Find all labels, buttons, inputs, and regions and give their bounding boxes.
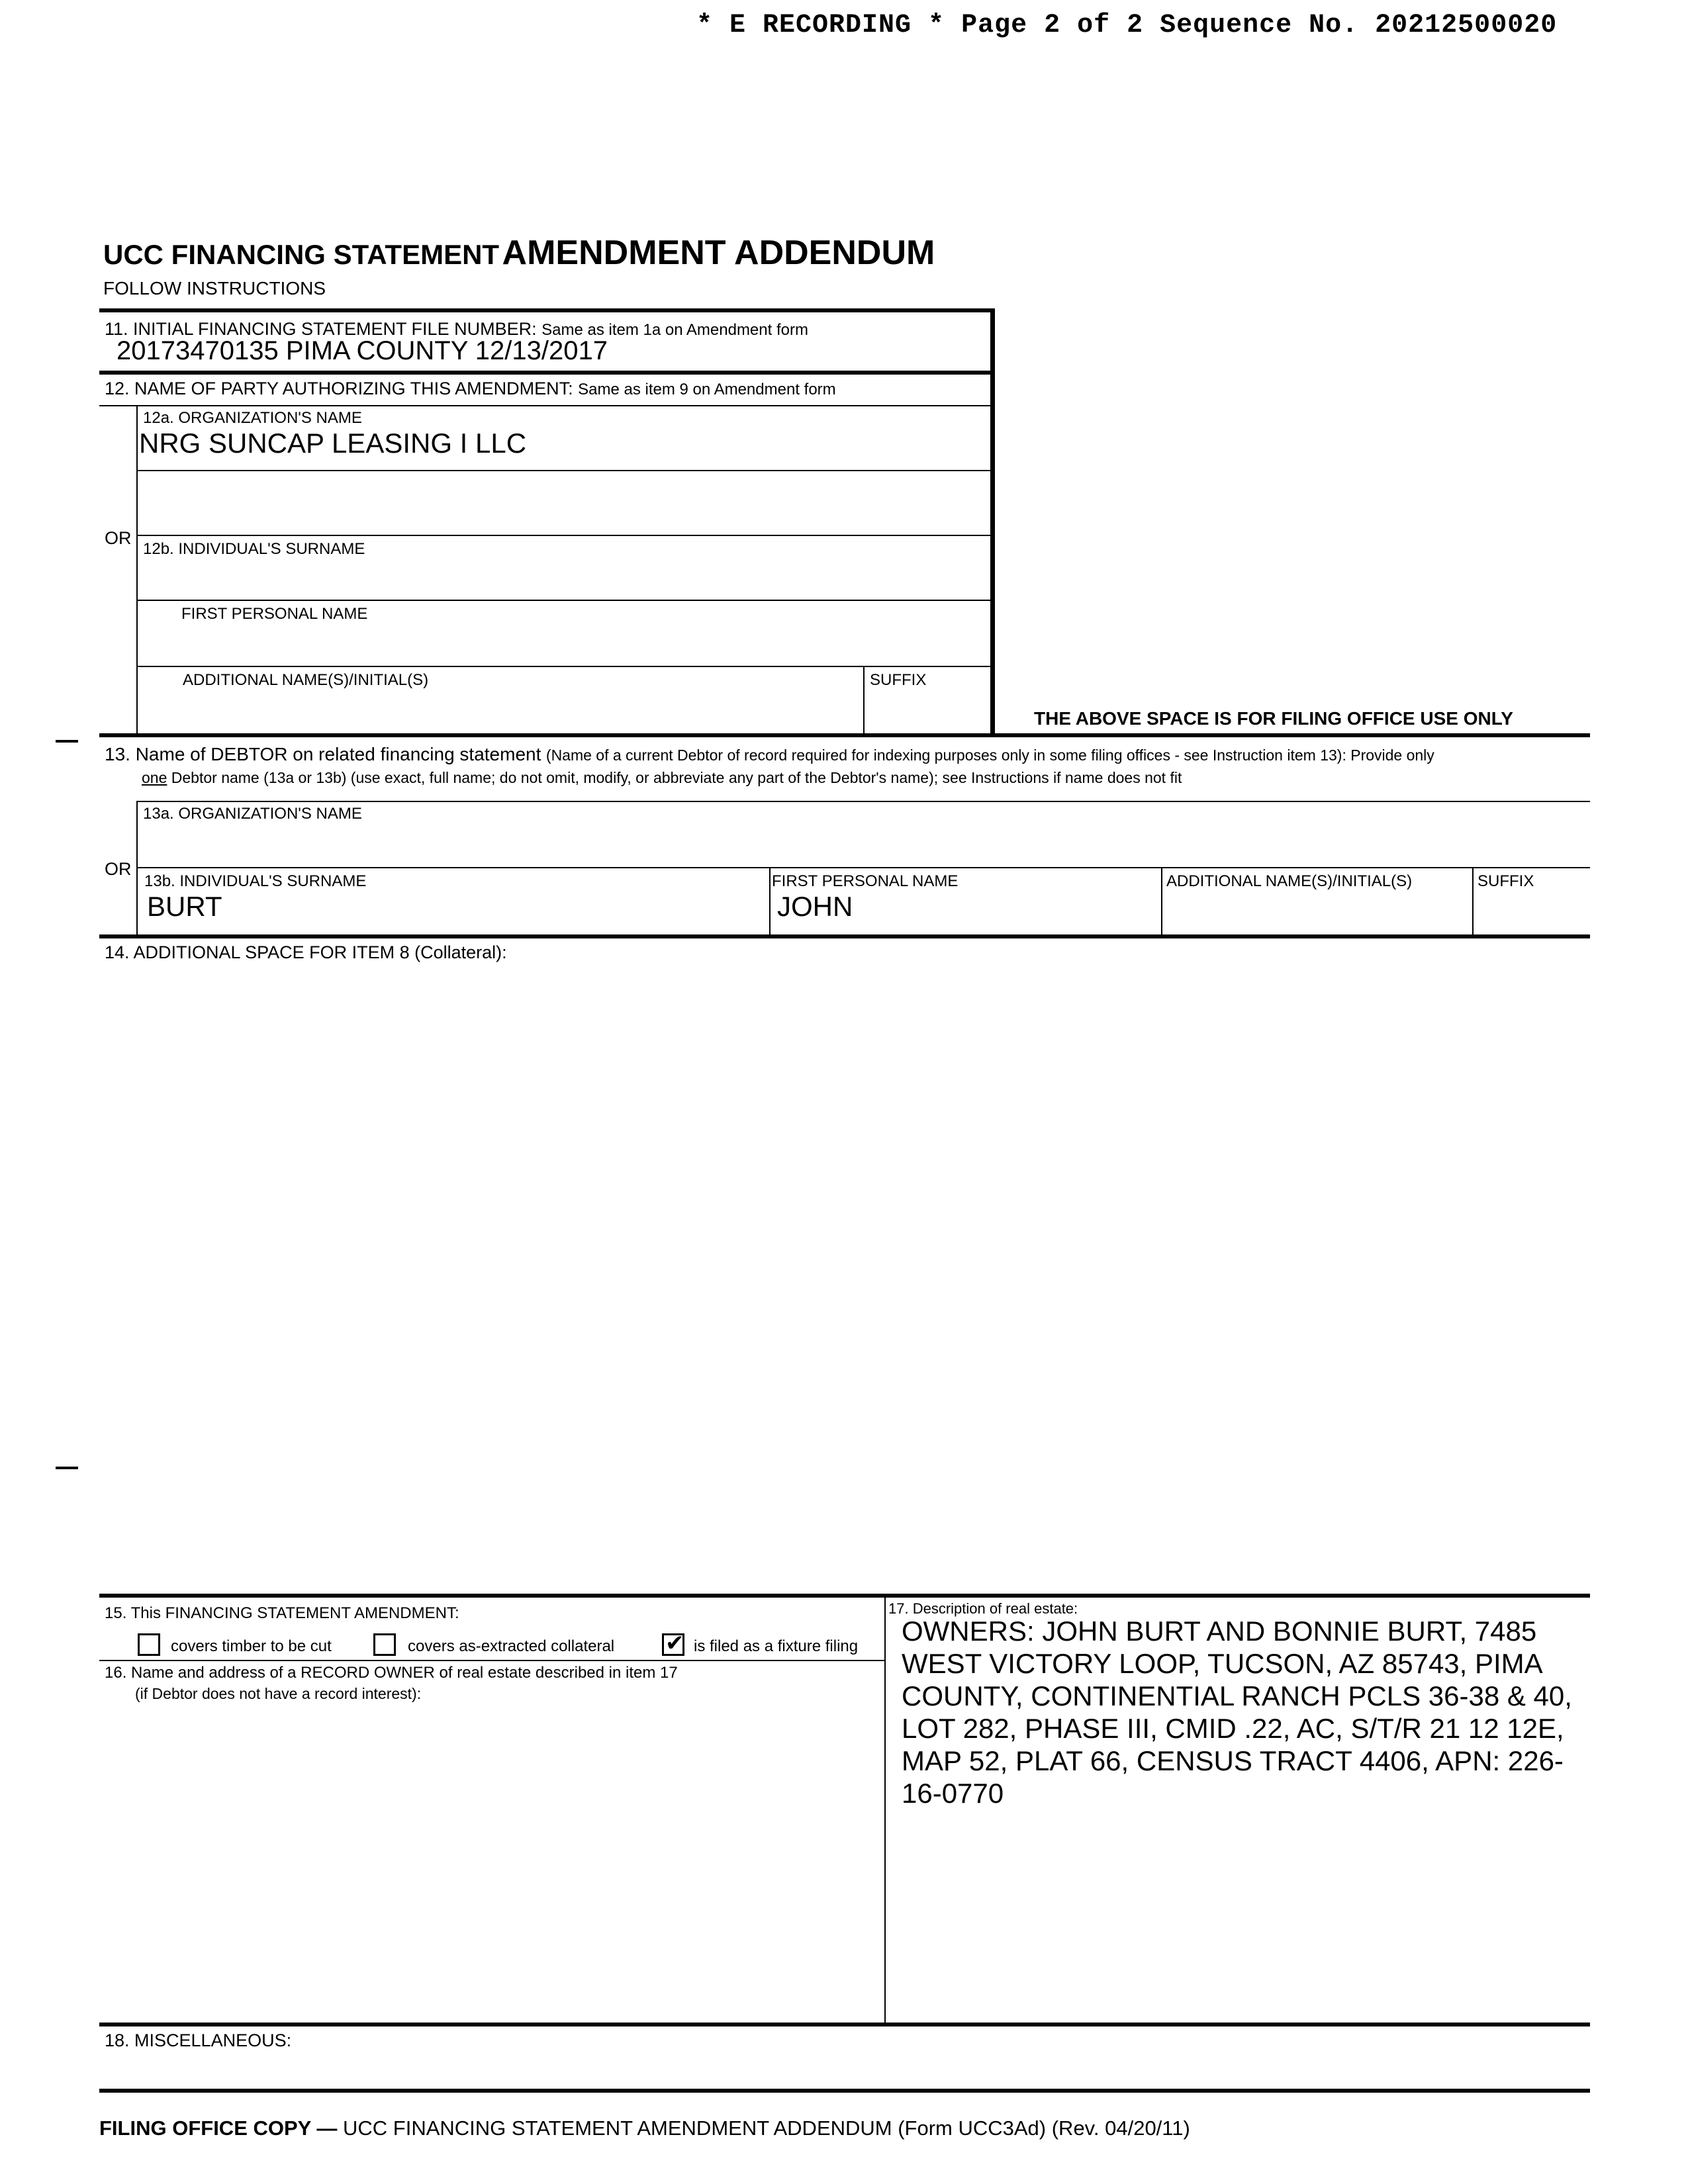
item16-top-border bbox=[99, 1660, 884, 1661]
footer-bold: FILING OFFICE COPY — bbox=[99, 2116, 338, 2140]
form-title bbox=[103, 233, 935, 273]
item13b-first-value: JOHN bbox=[777, 891, 853, 922]
item12-header-divider bbox=[99, 405, 993, 406]
item12a-divider bbox=[136, 470, 993, 471]
item12b-additional-label: ADDITIONAL NAME(S)/INITIAL(S) bbox=[183, 671, 429, 689]
item13-label-line1: 13. Name of DEBTOR on related financing statement (Name of a current Debtor of record required for indexing purposes only in some filing offices - see Instruction item 13): Provide only bbox=[105, 744, 1434, 764]
item14-top-border bbox=[99, 934, 1590, 938]
item13b-additional-divider bbox=[1161, 867, 1162, 936]
footer bbox=[99, 2116, 1190, 2140]
timber-checkbox[interactable] bbox=[138, 1633, 160, 1656]
form-title-part2: AMENDMENT ADDENDUM bbox=[502, 234, 935, 272]
item11-label: 11. INITIAL FINANCING STATEMENT FILE NUMBER: Same as item 1a on Amendment form bbox=[105, 319, 808, 339]
item18-label: 18. MISCELLANEOUS: bbox=[105, 2030, 292, 2050]
item12a-org-name: NRG SUNCAP LEASING I LLC bbox=[139, 428, 527, 459]
as-extracted-checkbox-label: covers as-extracted collateral bbox=[408, 1637, 615, 1655]
timber-checkbox-label: covers timber to be cut bbox=[171, 1637, 332, 1655]
filing-office-note: THE ABOVE SPACE IS FOR FILING OFFICE USE ONLY bbox=[1034, 708, 1513, 729]
item12-or: OR bbox=[105, 528, 132, 548]
item12b-suffix-label: SUFFIX bbox=[870, 671, 927, 689]
item13a-divider bbox=[136, 867, 1590, 868]
item12a-divider-2 bbox=[136, 535, 993, 536]
item13a-label: 13a. ORGANIZATION'S NAME bbox=[143, 805, 362, 823]
item17-label: 17. Description of real estate: bbox=[888, 1600, 1078, 1617]
item13b-surname-value: BURT bbox=[147, 891, 222, 922]
fixture-filing-checkbox-label: is filed as a fixture filing bbox=[694, 1637, 859, 1655]
item13-label-line2: one Debtor name (13a or 13b) (use exact, full name; do not omit, modify, or abbreviate any part of the Debtor's name); see Instructions if name does not fit bbox=[142, 769, 1182, 786]
footer-rest: UCC FINANCING STATEMENT AMENDMENT ADDENDUM (Form UCC3Ad) (Rev. 04/20/11) bbox=[337, 2116, 1190, 2140]
item12-label: 12. NAME OF PARTY AUTHORIZING THIS AMENDMENT: Same as item 9 on Amendment form bbox=[105, 379, 836, 398]
item13b-first-divider bbox=[769, 867, 771, 936]
item13b-first-label: FIRST PERSONAL NAME bbox=[772, 872, 959, 890]
margin-mark-1 bbox=[56, 740, 78, 743]
item13-header-divider bbox=[136, 801, 1590, 802]
form-title-part1: UCC FINANCING STATEMENT bbox=[103, 239, 500, 270]
top-box-top-border bbox=[99, 308, 994, 312]
item13-or: OR bbox=[105, 859, 132, 879]
fixture-filing-checkbox[interactable] bbox=[662, 1633, 684, 1656]
item12b-suffix-divider bbox=[863, 666, 865, 736]
item14-label: 14. ADDITIONAL SPACE FOR ITEM 8 (Collateral): bbox=[105, 942, 507, 962]
item11-bottom-border bbox=[99, 371, 994, 375]
item12b-divider bbox=[136, 600, 993, 601]
item16-label: 16. Name and address of a RECORD OWNER of real estate described in item 17 bbox=[105, 1664, 678, 1682]
item18-top-border bbox=[99, 2023, 1590, 2026]
item12-left-border bbox=[136, 405, 138, 736]
recording-header: * E RECORDING * Page 2 of 2 Sequence No. 20212500020 bbox=[696, 11, 1558, 40]
item13b-surname-label: 13b. INDIVIDUAL'S SURNAME bbox=[144, 872, 367, 890]
item11-file-number: 20173470135 PIMA COUNTY 12/13/2017 bbox=[117, 336, 608, 365]
item17-real-estate-description: OWNERS: JOHN BURT AND BONNIE BURT, 7485 WEST VICTORY LOOP, TUCSON, AZ 85743, PIMA COUNTY, CONTINENTIAL RANCH PCLS 36-38 & 40, LOT 282, PHASE III, CMID .22, AC, S/T/R 21 12 12E, MAP 52, PLAT 66, CENSUS TRACT 4406, APN: 226-16-0770 bbox=[902, 1615, 1572, 1809]
item13-left-border bbox=[136, 801, 138, 936]
follow-instructions: FOLLOW INSTRUCTIONS bbox=[103, 278, 326, 298]
item15-label: 15. This FINANCING STATEMENT AMENDMENT: bbox=[105, 1604, 459, 1622]
item13b-suffix-label: SUFFIX bbox=[1477, 872, 1534, 890]
item12b-first-label: FIRST PERSONAL NAME bbox=[181, 605, 368, 623]
margin-mark-2 bbox=[56, 1467, 78, 1469]
item12a-label: 12a. ORGANIZATION'S NAME bbox=[143, 409, 362, 427]
form-bottom-border bbox=[99, 2089, 1590, 2093]
as-extracted-checkbox[interactable] bbox=[373, 1633, 396, 1656]
item15-17-divider bbox=[884, 1595, 886, 2025]
item13b-additional-label: ADDITIONAL NAME(S)/INITIAL(S) bbox=[1166, 872, 1413, 890]
item13-top-border bbox=[99, 733, 1590, 737]
item16-note: (if Debtor does not have a record interest): bbox=[135, 1685, 422, 1702]
item12b-surname-label: 12b. INDIVIDUAL'S SURNAME bbox=[143, 540, 365, 558]
item15-top-border bbox=[99, 1594, 1590, 1598]
item13b-suffix-divider bbox=[1472, 867, 1474, 936]
